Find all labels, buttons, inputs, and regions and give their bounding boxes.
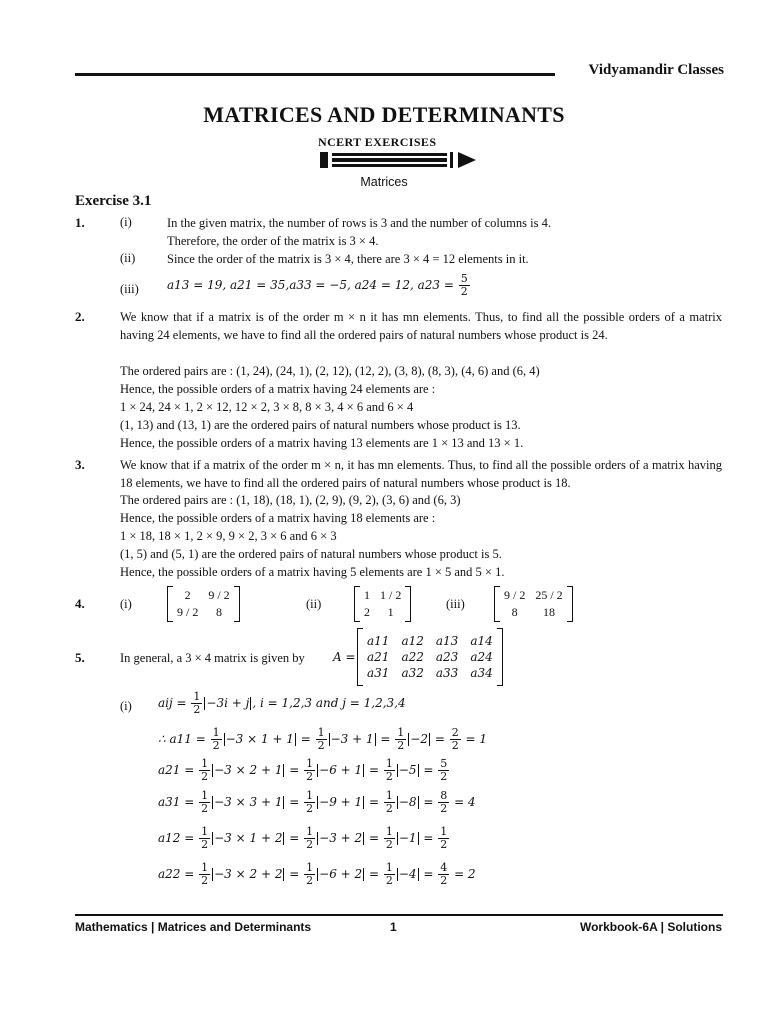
answer-text: Since the order of the matrix is 3 × 4, there are 3 × 4 = 12 elements in it. xyxy=(167,252,529,266)
footer-subject: Mathematics | Matrices and Determinants xyxy=(75,920,312,934)
matrix-cell: 25 / 2 xyxy=(535,588,563,602)
fraction-num: 5 xyxy=(440,757,448,770)
calc-expression: −1 xyxy=(398,831,417,845)
fraction-num: 1 xyxy=(201,757,209,770)
matrix-cell: a22 xyxy=(401,650,424,664)
fraction-num: 1 xyxy=(201,861,209,874)
matrix-cell: 9 / 2 xyxy=(177,605,199,619)
matrix-cell: a24 xyxy=(470,650,493,664)
calculation-row: a22 = $\frac{1}{2}$ −3 × 2 + 2 = $\frac{1}{2}$ −6 + 2 = $\frac{1}{2}$ −4 = $\frac{4}{2}$ = 2 xyxy=(158,861,476,887)
calc-expression: −9 + 1 xyxy=(319,795,363,809)
matrix-cell: a13 xyxy=(435,634,459,648)
matrix-cell: a21 xyxy=(367,650,390,664)
calc-expression: −3 × 2 + 2 xyxy=(214,867,283,881)
fraction-den: 2 xyxy=(306,874,314,887)
answer-paragraph: We know that if a matrix of the order m × n, it has mn elements. Thus, to find all the possible orders of a matrix having 18 elements, we have to find all the ordered pairs of natural numbers whose product is 18. xyxy=(120,458,722,490)
answer-text: 1 × 18, 18 × 1, 2 × 9, 9 × 2, 3 × 6 and 6 × 3 xyxy=(120,529,337,543)
matrix-cell: a23 xyxy=(435,650,459,664)
section-subtitle: Matrices xyxy=(360,175,408,189)
answer-text: 1 × 24, 24 × 1, 2 × 12, 12 × 2, 3 × 8, 8 × 3, 4 × 6 and 6 × 4 xyxy=(120,400,414,414)
fraction-den: 2 xyxy=(201,802,209,815)
calc-lhs: a21 = xyxy=(158,763,195,777)
matrix-cell: 9 / 2 xyxy=(208,588,230,602)
answer-text: The ordered pairs are : (1, 18), (18, 1), (2, 9), (9, 2), (3, 6) and (6, 3) xyxy=(120,493,461,507)
answer-text: Hence, the possible orders of a matrix having 18 elements are : xyxy=(120,511,436,525)
matrix-name: A = xyxy=(333,650,356,664)
fraction-den: 2 xyxy=(385,874,393,887)
calc-expression: −6 + 1 xyxy=(319,763,363,777)
fraction-num: 1 xyxy=(306,825,314,838)
matrix-cell: a11 xyxy=(367,634,390,648)
answer-text: The ordered pairs are : (1, 24), (24, 1), (2, 12), (12, 2), (3, 8), (8, 3), (4, 6) and (6, 4) xyxy=(120,364,540,378)
calc-result: = 1 xyxy=(465,732,488,746)
answer-text: (1, 5) and (5, 1) are the ordered pairs of natural numbers whose product is 5. xyxy=(120,547,502,561)
fraction-num: 1 xyxy=(212,726,220,739)
header-rule xyxy=(75,73,555,76)
answer-text: (1, 13) and (13, 1) are the ordered pairs of natural numbers whose product is 13. xyxy=(120,418,521,432)
fraction-num: 1 xyxy=(385,825,393,838)
fraction-den: 2 xyxy=(440,770,448,783)
calc-lhs: ∴ a11 = xyxy=(158,732,206,746)
matrix-4ii xyxy=(354,586,411,622)
fraction-den: 2 xyxy=(201,838,209,851)
answer-text: Therefore, the order of the matrix is 3 × 4. xyxy=(167,234,379,248)
fraction-num: 1 xyxy=(193,690,201,703)
answer-text: In general, a 3 × 4 matrix is given by xyxy=(120,651,305,665)
answer-text: In the given matrix, the number of rows is 3 and the number of columns is 4. xyxy=(167,216,551,230)
element-definition xyxy=(158,691,406,716)
question-number: 5. xyxy=(75,650,85,665)
part-label: (ii) xyxy=(120,251,136,265)
matrix-cell: 18 xyxy=(543,605,556,619)
fraction-num: 1 xyxy=(385,789,393,802)
calc-lhs: a31 = xyxy=(158,795,195,809)
part-label: (i) xyxy=(120,699,132,713)
fraction-den: 2 xyxy=(440,802,448,815)
page-number: 1 xyxy=(390,920,397,934)
fraction-den: 2 xyxy=(201,874,209,887)
fraction-num: 1 xyxy=(385,757,393,770)
calc-expression: −3 × 3 + 1 xyxy=(214,795,283,809)
fraction-den: 2 xyxy=(460,285,468,298)
fraction-den: 2 xyxy=(212,739,220,752)
fraction-num: 1 xyxy=(440,825,448,838)
banner-label: NCERT EXERCISES xyxy=(318,135,437,149)
matrix-cell: 1 xyxy=(387,605,394,619)
definition-conditions: , i = 1,2,3 and j = 1,2,3,4 xyxy=(252,696,406,710)
part-label: (iii) xyxy=(446,597,465,611)
calculation-row: ∴ a11 = $\frac{1}{2}$ −3 × 1 + 1 = $\frac{1}{2}$ −3 + 1 = $\frac{1}{2}$ −2 = $\frac{2}{2}$ = 1 xyxy=(158,726,488,752)
fraction-num: 1 xyxy=(385,861,393,874)
calc-expression: −3 × 2 + 1 xyxy=(214,763,283,777)
brand-name: Vidyamandir Classes xyxy=(588,62,724,78)
fraction-num: 1 xyxy=(201,825,209,838)
fraction-num: 1 xyxy=(201,789,209,802)
definition-expression: −3i + j xyxy=(206,696,250,710)
matrix-cell: 2 xyxy=(184,588,191,602)
calc-expression: −3 + 2 xyxy=(319,831,363,845)
part-label: (i) xyxy=(120,597,132,611)
elements-values: a13 = 19, a21 = 35,a33 = −5, a24 = 12, a23 = xyxy=(167,278,454,292)
fraction-den: 2 xyxy=(397,739,405,752)
fraction-den: 2 xyxy=(306,770,314,783)
question-number: 2. xyxy=(75,309,85,324)
fraction-num: 1 xyxy=(317,726,325,739)
fraction-den: 2 xyxy=(451,739,459,752)
answer-text: Hence, the possible orders of a matrix having 24 elements are : xyxy=(120,382,436,396)
calculation-row: a31 = $\frac{1}{2}$ −3 × 3 + 1 = $\frac{1}{2}$ −9 + 1 = $\frac{1}{2}$ −8 = $\frac{8}{2}$ = 4 xyxy=(158,789,476,815)
part-label: (i) xyxy=(120,215,132,229)
matrix-cell: 8 xyxy=(511,605,518,619)
matrix-cell: 8 xyxy=(216,605,223,619)
fraction-num: 1 xyxy=(306,757,314,770)
exercise-heading: Exercise 3.1 xyxy=(75,193,152,209)
calc-result: = 2 xyxy=(454,867,476,881)
matrix-cell: a32 xyxy=(401,666,424,680)
fraction-den: 2 xyxy=(193,703,201,716)
calc-expression: −4 xyxy=(398,867,417,881)
fraction-den: 2 xyxy=(201,770,209,783)
calc-expression: −8 xyxy=(398,795,417,809)
fraction-num: 2 xyxy=(451,726,459,739)
question-number: 3. xyxy=(75,457,85,472)
fraction-den: 2 xyxy=(306,802,314,815)
calc-expression: −3 + 1 xyxy=(330,732,374,746)
calculation-row: a21 = $\frac{1}{2}$ −3 × 2 + 1 = $\frac{1}{2}$ −6 + 1 = $\frac{1}{2}$ −5 = $\frac{5}{2}$ xyxy=(158,757,448,783)
calculation-row: a12 = $\frac{1}{2}$ −3 × 1 + 2 = $\frac{1}{2}$ −3 + 2 = $\frac{1}{2}$ −1 = $\frac{1}{2}$ xyxy=(158,825,448,851)
pencil-banner-icon xyxy=(320,151,476,169)
answer-text: Hence, the possible orders of a matrix having 13 elements are 1 × 13 and 13 × 1. xyxy=(120,436,524,450)
definition-lhs: aij = xyxy=(158,696,187,710)
part-label: (iii) xyxy=(120,282,139,296)
fraction-den: 2 xyxy=(385,770,393,783)
calc-lhs: a22 = xyxy=(158,867,195,881)
fraction-den: 2 xyxy=(385,802,393,815)
footer-rule xyxy=(75,914,723,916)
page-title: MATRICES AND DETERMINANTS xyxy=(203,102,565,127)
part-label: (ii) xyxy=(306,597,322,611)
calc-expression: −3 × 1 + 2 xyxy=(214,831,283,845)
matrix-cell: a14 xyxy=(470,634,493,648)
calc-result: = 4 xyxy=(454,795,476,809)
matrix-cell: 9 / 2 xyxy=(504,588,526,602)
footer-workbook: Workbook-6A | Solutions xyxy=(579,920,722,934)
fraction-den: 2 xyxy=(440,838,448,851)
calc-expression: −3 × 1 + 1 xyxy=(225,732,294,746)
matrix-cell: a33 xyxy=(435,666,459,680)
matrix-cell: 1 xyxy=(364,588,370,602)
matrix-cell: 1 / 2 xyxy=(380,588,402,602)
fraction-num: 1 xyxy=(306,789,314,802)
fraction-den: 2 xyxy=(385,838,393,851)
matrix-cell: a31 xyxy=(367,666,390,680)
question-number: 1. xyxy=(75,215,85,230)
question-number: 4. xyxy=(75,596,85,611)
fraction-num: 1 xyxy=(397,726,405,739)
matrix-4i xyxy=(167,586,240,622)
matrix-cell: a34 xyxy=(470,666,493,680)
calc-lhs: a12 = xyxy=(158,831,195,845)
general-matrix xyxy=(357,628,503,686)
fraction-num: 4 xyxy=(440,861,448,874)
fraction-num: 1 xyxy=(306,861,314,874)
answer-text: Hence, the possible orders of a matrix having 5 elements are 1 × 5 and 5 × 1. xyxy=(120,565,505,579)
fraction-den: 2 xyxy=(440,874,448,887)
calc-expression: −6 + 2 xyxy=(319,867,363,881)
calc-expression: −5 xyxy=(398,763,417,777)
calc-expression: −2 xyxy=(410,732,428,746)
fraction-den: 2 xyxy=(317,739,325,752)
matrix-cell: a12 xyxy=(401,634,424,648)
answer-paragraph: We know that if a matrix is of the order m × n it has mn elements. Thus, to find all the possible orders of a matrix having 24 elements, we have to find all the ordered pairs of natural numbers whose product is 24. xyxy=(120,310,722,342)
matrix-cell: 2 xyxy=(364,605,370,619)
fraction-num: 8 xyxy=(440,789,448,802)
matrix-elements-line xyxy=(167,273,471,298)
matrix-4iii xyxy=(494,586,573,622)
fraction-num: 5 xyxy=(460,272,468,285)
fraction-den: 2 xyxy=(306,838,314,851)
